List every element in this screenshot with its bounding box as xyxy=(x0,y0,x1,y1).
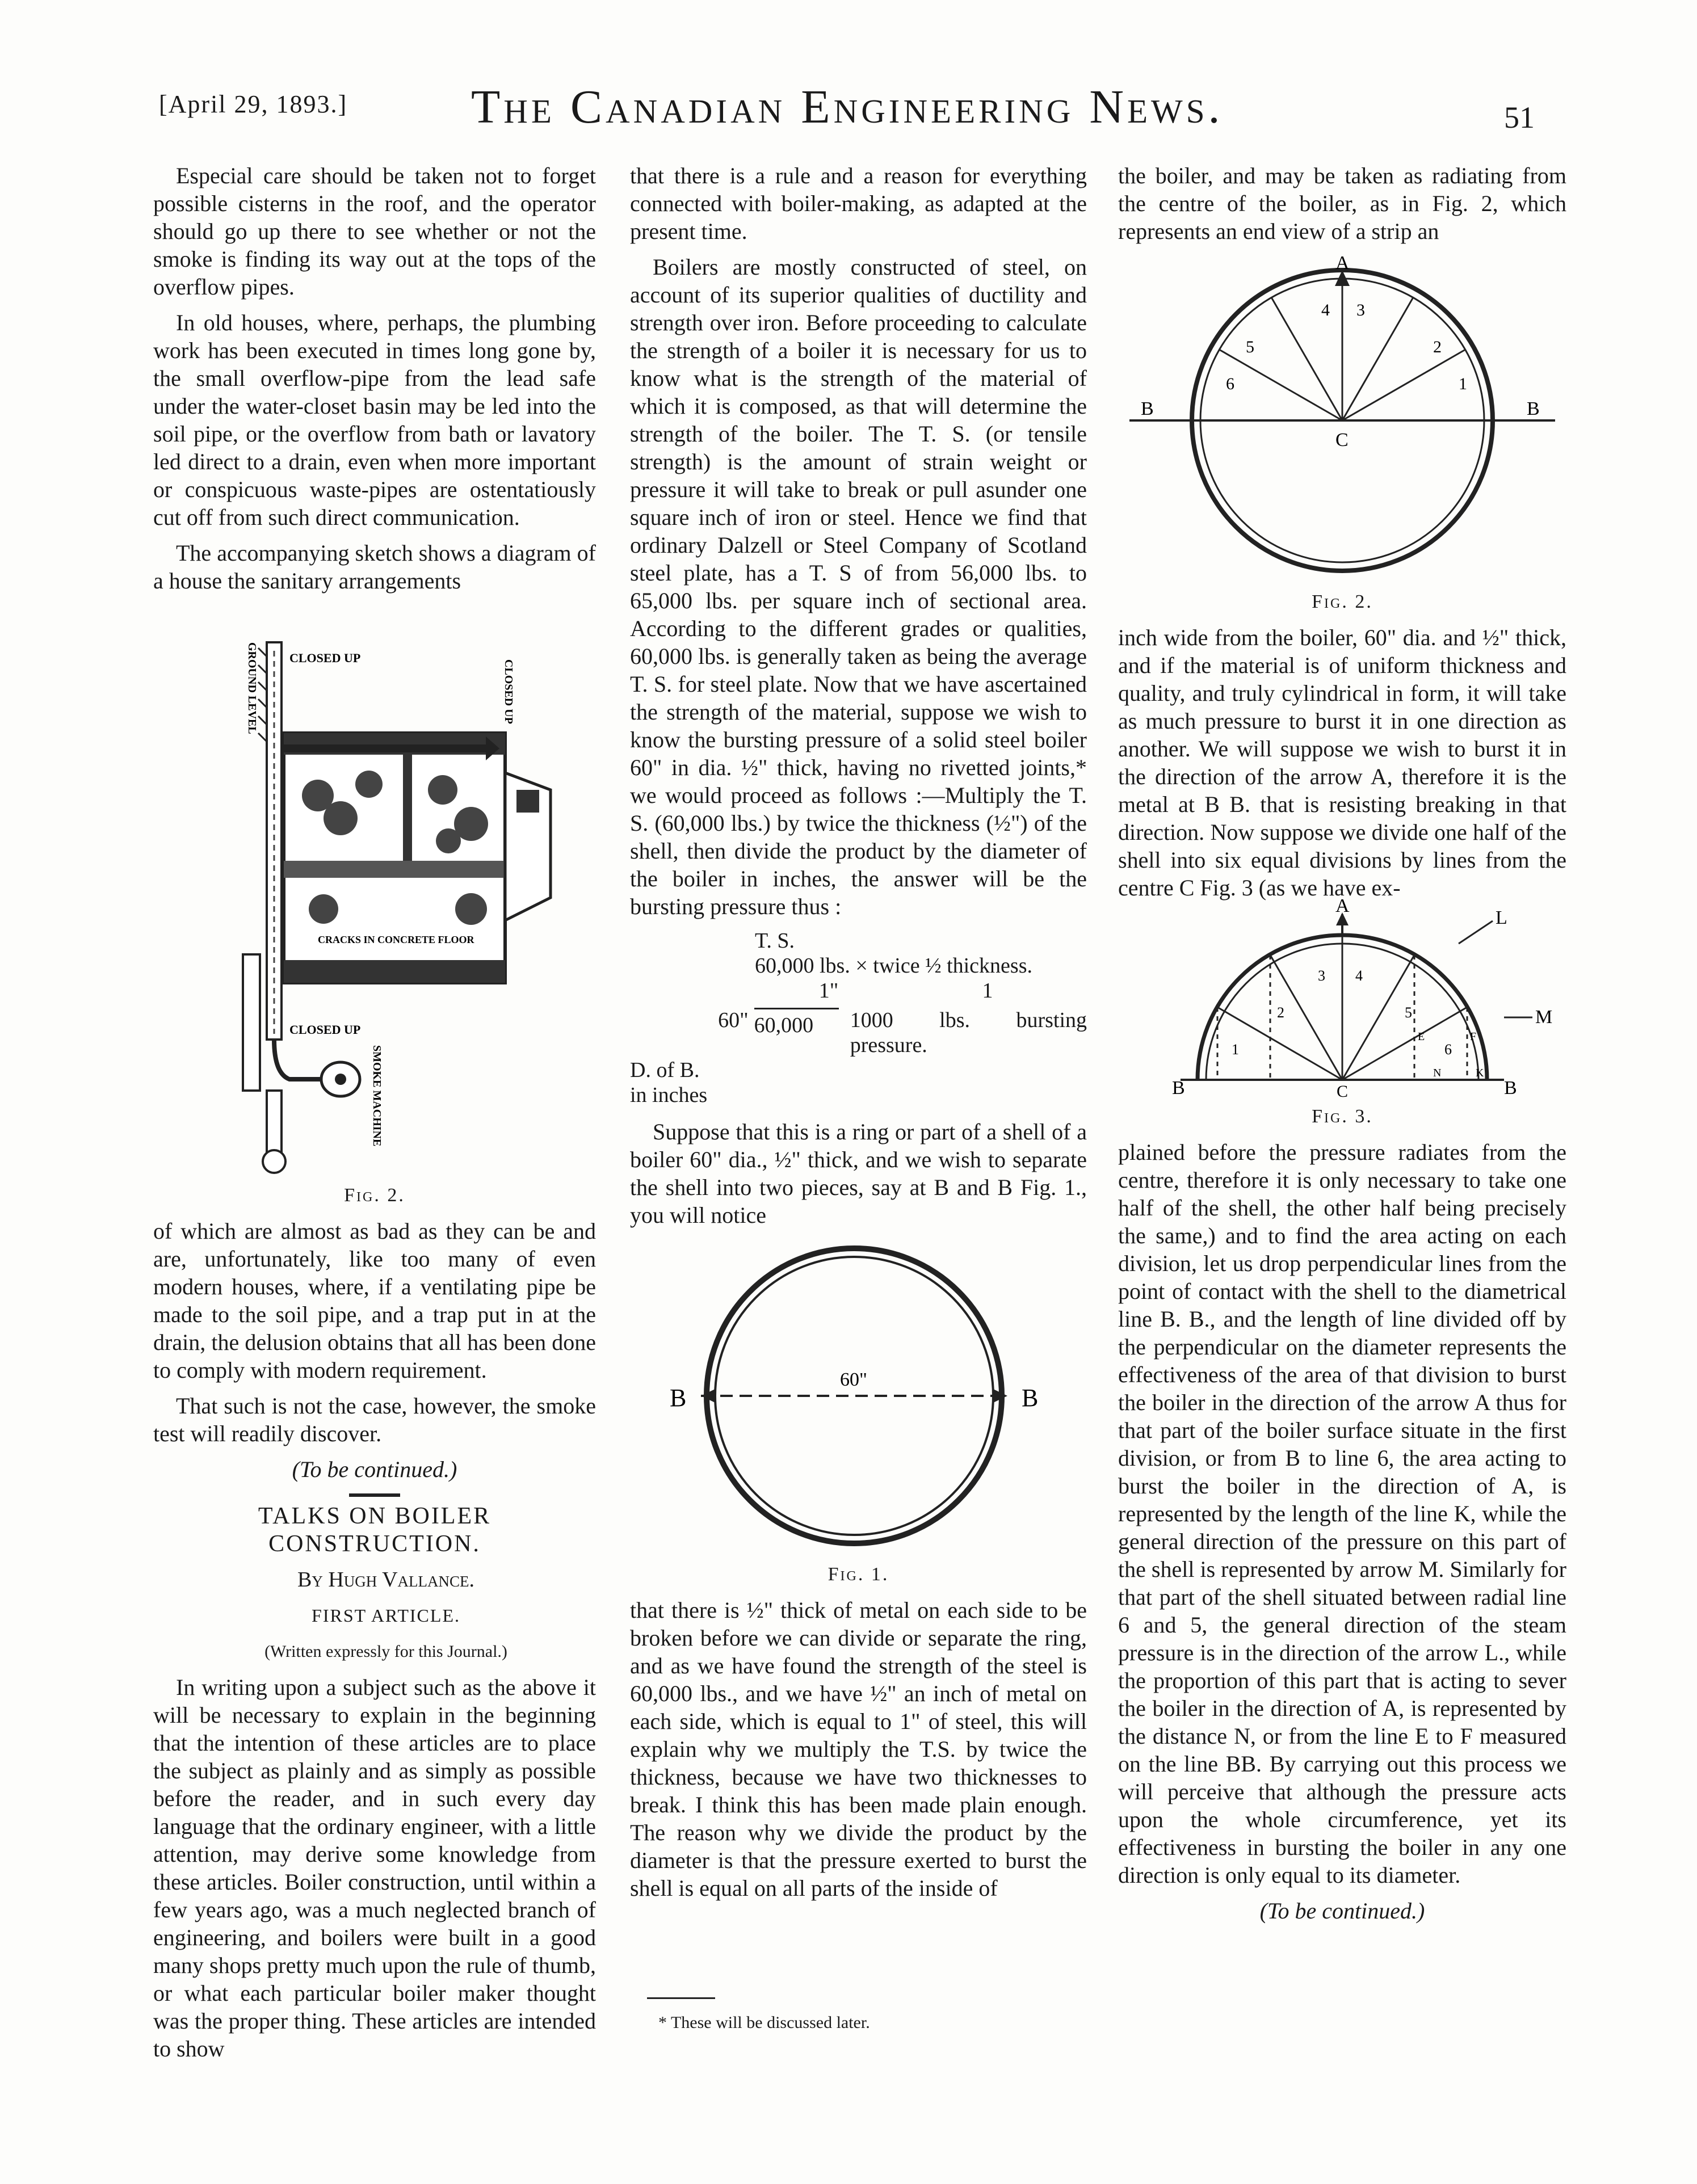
fig3-c: C xyxy=(1337,1082,1349,1101)
fig3-n2: 2 xyxy=(1277,1004,1284,1021)
fig1-right-b: B xyxy=(1022,1384,1039,1412)
fig3-n6: 6 xyxy=(1444,1041,1452,1058)
fig2-c: C xyxy=(1335,430,1349,451)
fig3-n4: 4 xyxy=(1355,967,1363,984)
fig3-k: K xyxy=(1476,1067,1484,1079)
formula-result: 1000 lbs. bursting pressure. xyxy=(850,1008,1087,1057)
paragraph: that there is a rule and a reason for everything connected with boiler-making, as adapted at the present time. xyxy=(630,163,1087,244)
label-ground-level: GROUND LEVEL xyxy=(246,642,258,734)
article-number: FIRST ARTICLE. xyxy=(312,1605,460,1626)
paragraph: That such is not the case, however, the smoke test will readily discover. xyxy=(153,1393,596,1446)
formula-in-inches: in inches xyxy=(630,1083,708,1107)
formula-d-of-b: D. of B. xyxy=(630,1058,700,1082)
figure-caption: Fig. 2. xyxy=(344,1185,405,1206)
figure-caption: Fig. 1. xyxy=(828,1564,889,1585)
column-1 xyxy=(153,162,596,2071)
to-be-continued: (To be continued.) xyxy=(292,1457,457,1482)
paragraph: In writing upon a subject such as the above it will be necessary to explain in the beginning that the intention of these articles are to place the subject as plainly and as simply as possible before the reader, and in such every day language that the ordinary engineer, with a little attention, may derive some knowledge from these articles. Boiler construction, until within a few years ago, was a much neglected branch of engineering, and boilers were built in a good many shops pretty much upon the rule of thumb, or what each particular boiler maker thought was the proper thing. These articles are intended to show xyxy=(153,1674,596,2061)
written-note: (Written expressly for this Journal.) xyxy=(264,1642,507,1661)
paragraph: The accompanying sketch shows a diagram of a house the sanitary arrangements xyxy=(153,540,596,594)
fig2-n6: 6 xyxy=(1226,374,1234,393)
fig2-n2: 2 xyxy=(1433,338,1442,356)
paragraph: In old houses, where, perhaps, the plumbing work has been executed in times long gone by, the small overflow-pipe from the lead safe under the water-closet basin may be led into the soil pipe, or the overflow from bath or lavatory led direct to a drain, even when more important or conspicuous waste-pipes are ostentatiously cut off from such direct communication. xyxy=(153,310,596,530)
fig2-b-left: B xyxy=(1141,398,1154,419)
fig3-b-right: B xyxy=(1504,1078,1517,1099)
masthead-title: The Canadian Engineering News. xyxy=(471,81,1224,133)
fig1-left-b: B xyxy=(670,1384,687,1412)
section-rule xyxy=(349,1493,400,1497)
label-closed-up-bottom: CLOSED UP xyxy=(289,1022,361,1037)
fig2-b-right: B xyxy=(1527,398,1540,419)
figure-caption: Fig. 2. xyxy=(1312,591,1373,612)
to-be-continued: (To be continued.) xyxy=(1259,1898,1425,1924)
fig3-e: E xyxy=(1418,1030,1425,1043)
formula-num: 60,000 xyxy=(754,1008,839,1058)
label-closed-up-right: CLOSED UP xyxy=(502,659,515,724)
paragraph: of which are almost as bad as they can be and are, unfortunately, like too many of even modern houses, where, if a ventilating pipe be made to the soil pipe, and a trap put in at the drain, the delusion obtains that all has been done to comply with modern requirement. xyxy=(153,1218,596,1383)
figure-2-end-view xyxy=(1118,253,1566,582)
fig2-n1: 1 xyxy=(1459,374,1467,393)
footnote-rule xyxy=(647,1997,715,1999)
figure-1-ring xyxy=(630,1237,1087,1555)
paragraph: inch wide from the boiler, 60" dia. and ½" thick, and if the material is of uniform thickness and quality, and truly cylindrical in form, it will take as much pressure to burst it in one direction as another. We will suppose we wish to burst it in the direction of the arrow A, therefore it is the metal at B B. that is resisting breaking in that direction. Now suppose we divide one half of the shell into six equal divisions by lines from the centre C Fig. 3 (as we have ex- xyxy=(1118,625,1566,900)
fig3-n5: 5 xyxy=(1405,1004,1412,1021)
fig2-n5: 5 xyxy=(1246,338,1254,356)
figure-caption: Fig. 3. xyxy=(1312,1106,1373,1127)
fig2-a: A xyxy=(1335,253,1350,273)
label-cracks: CRACKS IN CONCRETE FLOOR xyxy=(318,934,474,945)
fig3-b-left: B xyxy=(1172,1078,1185,1099)
fig3-m: M xyxy=(1535,1007,1553,1028)
label-smoke-machine: SMOKE MACHINE xyxy=(371,1045,383,1147)
byline: By Hugh Vallance. xyxy=(297,1568,475,1592)
fig3-a: A xyxy=(1335,895,1350,916)
page-number: 51 xyxy=(1504,100,1535,134)
fig2-n4: 4 xyxy=(1321,301,1330,319)
paragraph: that there is ½" thick of metal on each side to be broken before we can divide or separate the ring, and as we have found the strength of the steel is 60,000 lbs., and we have ½" an inch of metal on each side, which is equal to 1" of steel, this will explain why we multiply the T.S. by twice the thickness, because we have two thicknesses to break. I think this has been made plain enough. The reason why we divide the product by the diameter is that the pressure exerted to burst the shell is equal on all parts of the inside of xyxy=(630,1597,1087,1901)
footnote: * These will be discussed later. xyxy=(658,2013,870,2032)
paragraph: Especial care should be taken not to forget possible cisterns in the roof, and the operator should go up there to see whether or not the smoke is finding its way out at the tops of the overflow pipes. xyxy=(153,163,596,300)
formula-dia: 60" xyxy=(718,1008,749,1032)
paragraph: Suppose that this is a ring or part of a shell of a boiler 60" dia., ½" thick, and we wish to separate the shell into two pieces, say at B and B Fig. 1., you will notice xyxy=(630,1119,1087,1228)
paragraph: Boilers are mostly constructed of steel, on account of its superior qualities of ductility and strength over iron. Before proceeding to calculate the strength of a boiler it is necessary for us to know what is the strength of the material of which it is composed, as that will determine the strength of the boiler. The T. S. (or tensile strength) is the amount of strain weight or pressure it will take to break or pull asunder one square inch of iron or steel. Hence we find that ordinary Dalzell or Steel Company of Scotland steel plate, has a T. S of from 56,000 lbs. to 65,000 lbs. per square inch of sectional area. According to the different grades or qualities, 60,000 lbs. is generally taken as being the average T. S. for steel plate. Now that we have ascertained the strength of the material, suppose we wish to know the bursting pressure of a solid steel boiler 60" in dia. ½" thick, having no rivetted joints,* we would proceed as follows :—Multiply the T. S. (60,000 lbs.) by twice the thickness (½") of the shell, then divide the product by the diameter of the boiler in inches, the answer will be the bursting pressure thus : xyxy=(630,254,1087,919)
paragraph: the boiler, and may be taken as radiating from the centre of the boiler, as in Fig. 2, which represents an end view of a strip an xyxy=(1118,163,1566,244)
formula-one: 1 xyxy=(982,979,993,1003)
fig2-n3: 3 xyxy=(1356,301,1365,319)
bursting-pressure-formula xyxy=(630,928,1087,1108)
article-title: TALKS ON BOILER CONSTRUCTION. xyxy=(258,1503,492,1557)
house-drainage-figure xyxy=(153,603,596,1176)
formula-ts: T. S. xyxy=(755,929,795,953)
fig1-dia-label: 60" xyxy=(840,1369,867,1390)
formula-one-inch: 1" xyxy=(818,979,839,1003)
paragraph: plained before the pressure radiates from the centre, therefore it is only necessary to take one half of the shell, the other half being precisely the same,) and to find the area acting on each division, let us drop perpendicular lines from the point of contact with the shell to the diametrical line B. B., and the length of line divided off by the perpendicular on the diameter represents the effectiveness of the area of that division to burst the boiler in the direction of the arrow A thus for that part of the boiler surface situate in the first division, or from B to line 6, the area acting to burst the boiler in the direction of A, is represented by the length of the line K, while the general direction of the pressure on this part of the shell is represented by arrow M. Similarly for that part of the shell situated between radial line 6 and 5, the general direction of the steam pressure is in the direction of the arrow L., while the proportion of this part that is acting to sever the boiler in the direction of A, is represented by the distance N, or from the line E to F measured on the line BB. By carrying out this process we will perceive that although the pressure acts upon the whole circumference, yet its effectiveness in bursting the boiler in any one direction is only equal to its diameter. xyxy=(1118,1139,1566,1888)
issue-date: [April 29, 1893.] xyxy=(159,90,348,118)
fig3-l: L xyxy=(1496,907,1507,928)
figure-3-half-shell xyxy=(1118,895,1566,1101)
formula-line1: 60,000 lbs. × twice ½ thickness. xyxy=(755,954,1032,978)
column-2 xyxy=(630,162,1087,1910)
label-closed-up-top: CLOSED UP xyxy=(289,651,361,665)
fig3-n3: 3 xyxy=(1318,967,1325,984)
fig3-f: F xyxy=(1470,1030,1477,1043)
fig3-n1: 1 xyxy=(1232,1041,1239,1058)
column-3 xyxy=(1118,162,1566,1933)
fig3-n: N xyxy=(1433,1067,1442,1079)
